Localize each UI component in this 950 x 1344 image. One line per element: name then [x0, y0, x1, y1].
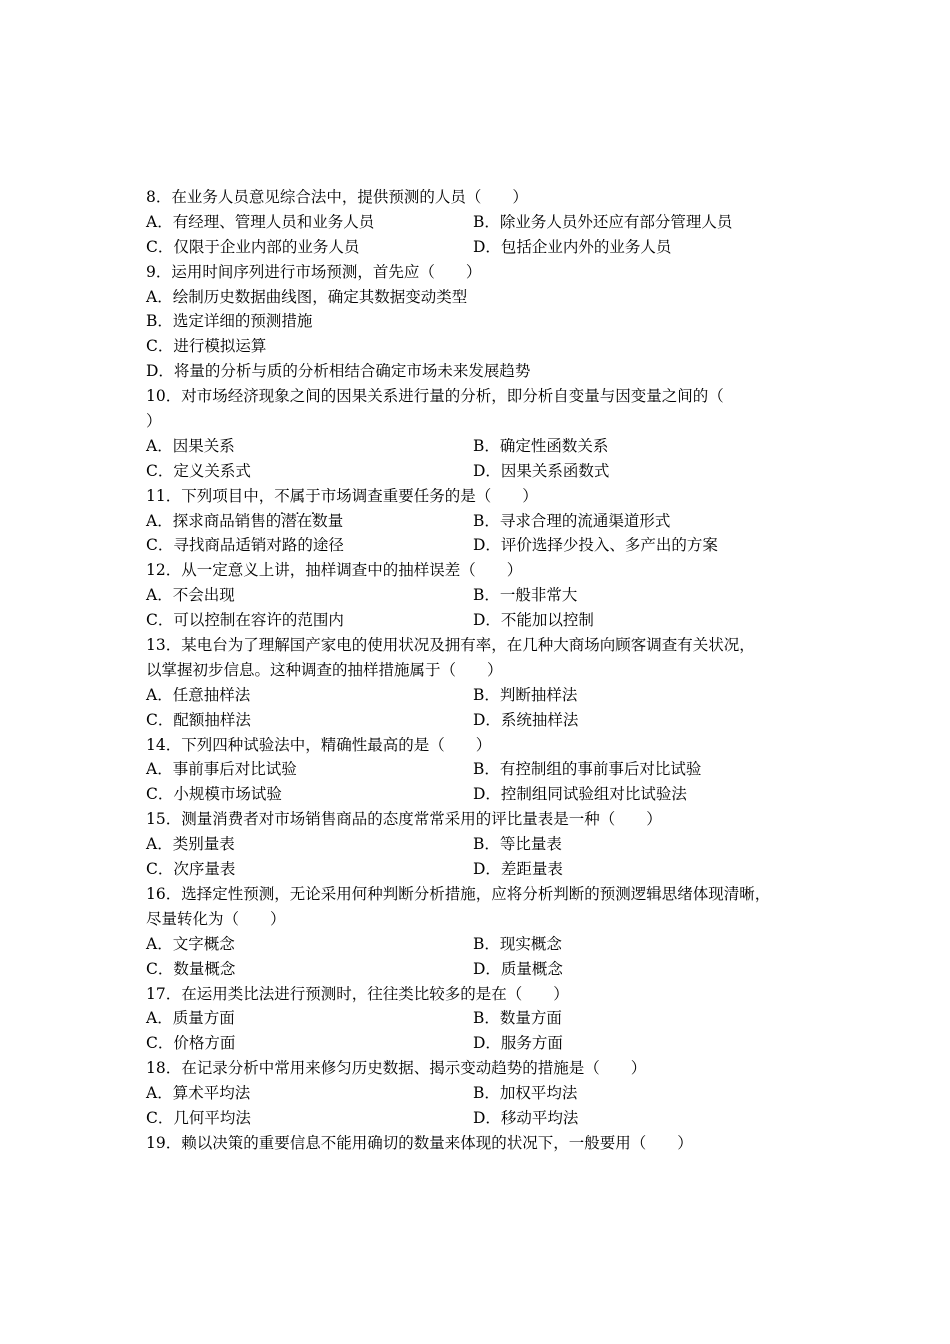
option: C．可以控制在容许的范围内	[146, 611, 344, 630]
option: B．现实概念	[473, 934, 562, 953]
option: D．移动平均法	[473, 1108, 579, 1127]
question-stem: 12．从一定意义上讲，抽样调查中的抽样误差（ ）	[146, 561, 523, 580]
question-stem-continuation: 以掌握初步信息。这种调查的抽样措施属于（ ）	[146, 660, 503, 679]
question-stem: 16．选择定性预测，无论采用何种判断分析措施，应将分析判断的预测逻辑思绪体现清晰，	[146, 884, 771, 903]
exam-page	[146, 185, 826, 1156]
option-row	[146, 210, 826, 235]
option: B．选定详细的预测措施	[146, 312, 313, 331]
question-stem: 17．在运用类比法进行预测时，往往类比较多的是在（ ）	[146, 984, 569, 1003]
option-row	[146, 1106, 826, 1131]
option: B．有控制组的事前事后对比试验	[473, 760, 702, 779]
option-row	[146, 1081, 826, 1106]
question-stem	[146, 484, 826, 509]
option-row	[146, 932, 826, 957]
option-row	[146, 1006, 826, 1031]
option: C．小规模市场试验	[146, 785, 282, 804]
question-stem: 9．运用时间序列进行市场预测，首先应（ ）	[146, 262, 482, 281]
option: A．因果关系	[146, 436, 235, 455]
option: A．绘制历史数据曲线图，确定其数据变动类型	[146, 287, 468, 306]
option-row	[146, 533, 826, 558]
question-stem: 18．在记录分析中常用来修匀历史数据、揭示变动趋势的措施是（ ）	[146, 1059, 647, 1078]
option-row	[146, 434, 826, 459]
option: D．不能加以控制	[473, 611, 594, 630]
option: D．服务方面	[473, 1034, 563, 1053]
question-stem: 15．测量消费者对市场销售商品的态度常常采用的评比量表是一种（ ）	[146, 810, 662, 829]
option: D．控制组同试验组对比试验法	[473, 785, 687, 804]
option-row	[146, 708, 826, 733]
option-row	[146, 683, 826, 708]
option: A．文字概念	[146, 934, 235, 953]
option: D．将量的分析与质的分析相结合确定市场未来发展趋势	[146, 362, 531, 381]
option-row	[146, 235, 826, 260]
option: D．评价选择少投入、多产出的方案	[473, 536, 718, 555]
option: C．几何平均法	[146, 1108, 251, 1127]
option: A．质量方面	[146, 1009, 235, 1028]
option: A．事前事后对比试验	[146, 760, 297, 779]
option: A．有经理、管理人员和业务人员	[146, 212, 375, 231]
question-stem: 8．在业务人员意见综合法中，提供预测的人员（ ）	[146, 188, 528, 206]
option-row	[146, 857, 826, 882]
option: C．进行模拟运算	[146, 337, 267, 356]
option: A．算术平均法	[146, 1084, 251, 1103]
option-row	[146, 1031, 826, 1056]
option: B．确定性函数关系	[473, 436, 609, 455]
emphasis-text	[274, 487, 321, 505]
option: B．数量方面	[473, 1009, 562, 1028]
option-row	[146, 832, 826, 857]
option: C．仅限于企业内部的业务人员	[146, 237, 360, 256]
option: C．寻找商品适销对路的途径	[146, 536, 344, 555]
option: C．价格方面	[146, 1034, 236, 1053]
option-row	[146, 459, 826, 484]
option-row	[146, 782, 826, 807]
option: D．系统抽样法	[473, 710, 579, 729]
question-stem-continuation: 尽量转化为（ ）	[146, 909, 286, 928]
emphasis-char: 不	[274, 486, 290, 505]
option-row	[146, 583, 826, 608]
option: D．因果关系函数式	[473, 461, 610, 480]
option: D．质量概念	[473, 959, 563, 978]
question-stem: 10．对市场经济现象之间的因果关系进行量的分析，即分析自变量与因变量之间的（	[146, 387, 724, 406]
option-row	[146, 757, 826, 782]
question-stem: 19．赖以决策的重要信息不能用确切的数量来体现的状况下，一般要用（ ）	[146, 1133, 693, 1152]
question-stem: 14．下列四种试验法中，精确性最高的是（ ）	[146, 735, 492, 754]
option: B．判断抽样法	[473, 685, 578, 704]
option-row	[146, 957, 826, 982]
option-row	[146, 608, 826, 633]
question-stem-text: 市场调查重要任务的是（ ）	[320, 486, 538, 505]
option-row	[146, 509, 826, 534]
question-stem: 13．某电台为了理解国产家电的使用状况及拥有率，在几种大商场向顾客调查有关状况，	[146, 636, 755, 655]
option: B．加权平均法	[473, 1084, 578, 1103]
option: C．数量概念	[146, 959, 236, 978]
question-stem-text: 11．下列项目中，	[146, 486, 275, 505]
emphasis-char: 属	[289, 486, 306, 505]
option: D．差距量表	[473, 860, 563, 879]
question-stem-continuation: ）	[146, 412, 162, 431]
option: D．包括企业内外的业务人员	[473, 237, 672, 256]
option: A．不会出现	[146, 586, 235, 605]
option: B．一般非常大	[473, 586, 578, 605]
option: A．探求商品销售的潜在数量	[146, 511, 344, 530]
option: B．除业务人员外还应有部分管理人员	[473, 212, 733, 231]
option: B．寻求合理的流通渠道形式	[473, 511, 671, 530]
option: A．类别量表	[146, 835, 235, 854]
option: A．任意抽样法	[146, 685, 251, 704]
option: C．次序量表	[146, 860, 236, 879]
option: B．等比量表	[473, 835, 562, 854]
emphasis-char: 于	[305, 486, 321, 505]
option: C．配额抽样法	[146, 710, 251, 729]
option: C．定义关系式	[146, 461, 251, 480]
